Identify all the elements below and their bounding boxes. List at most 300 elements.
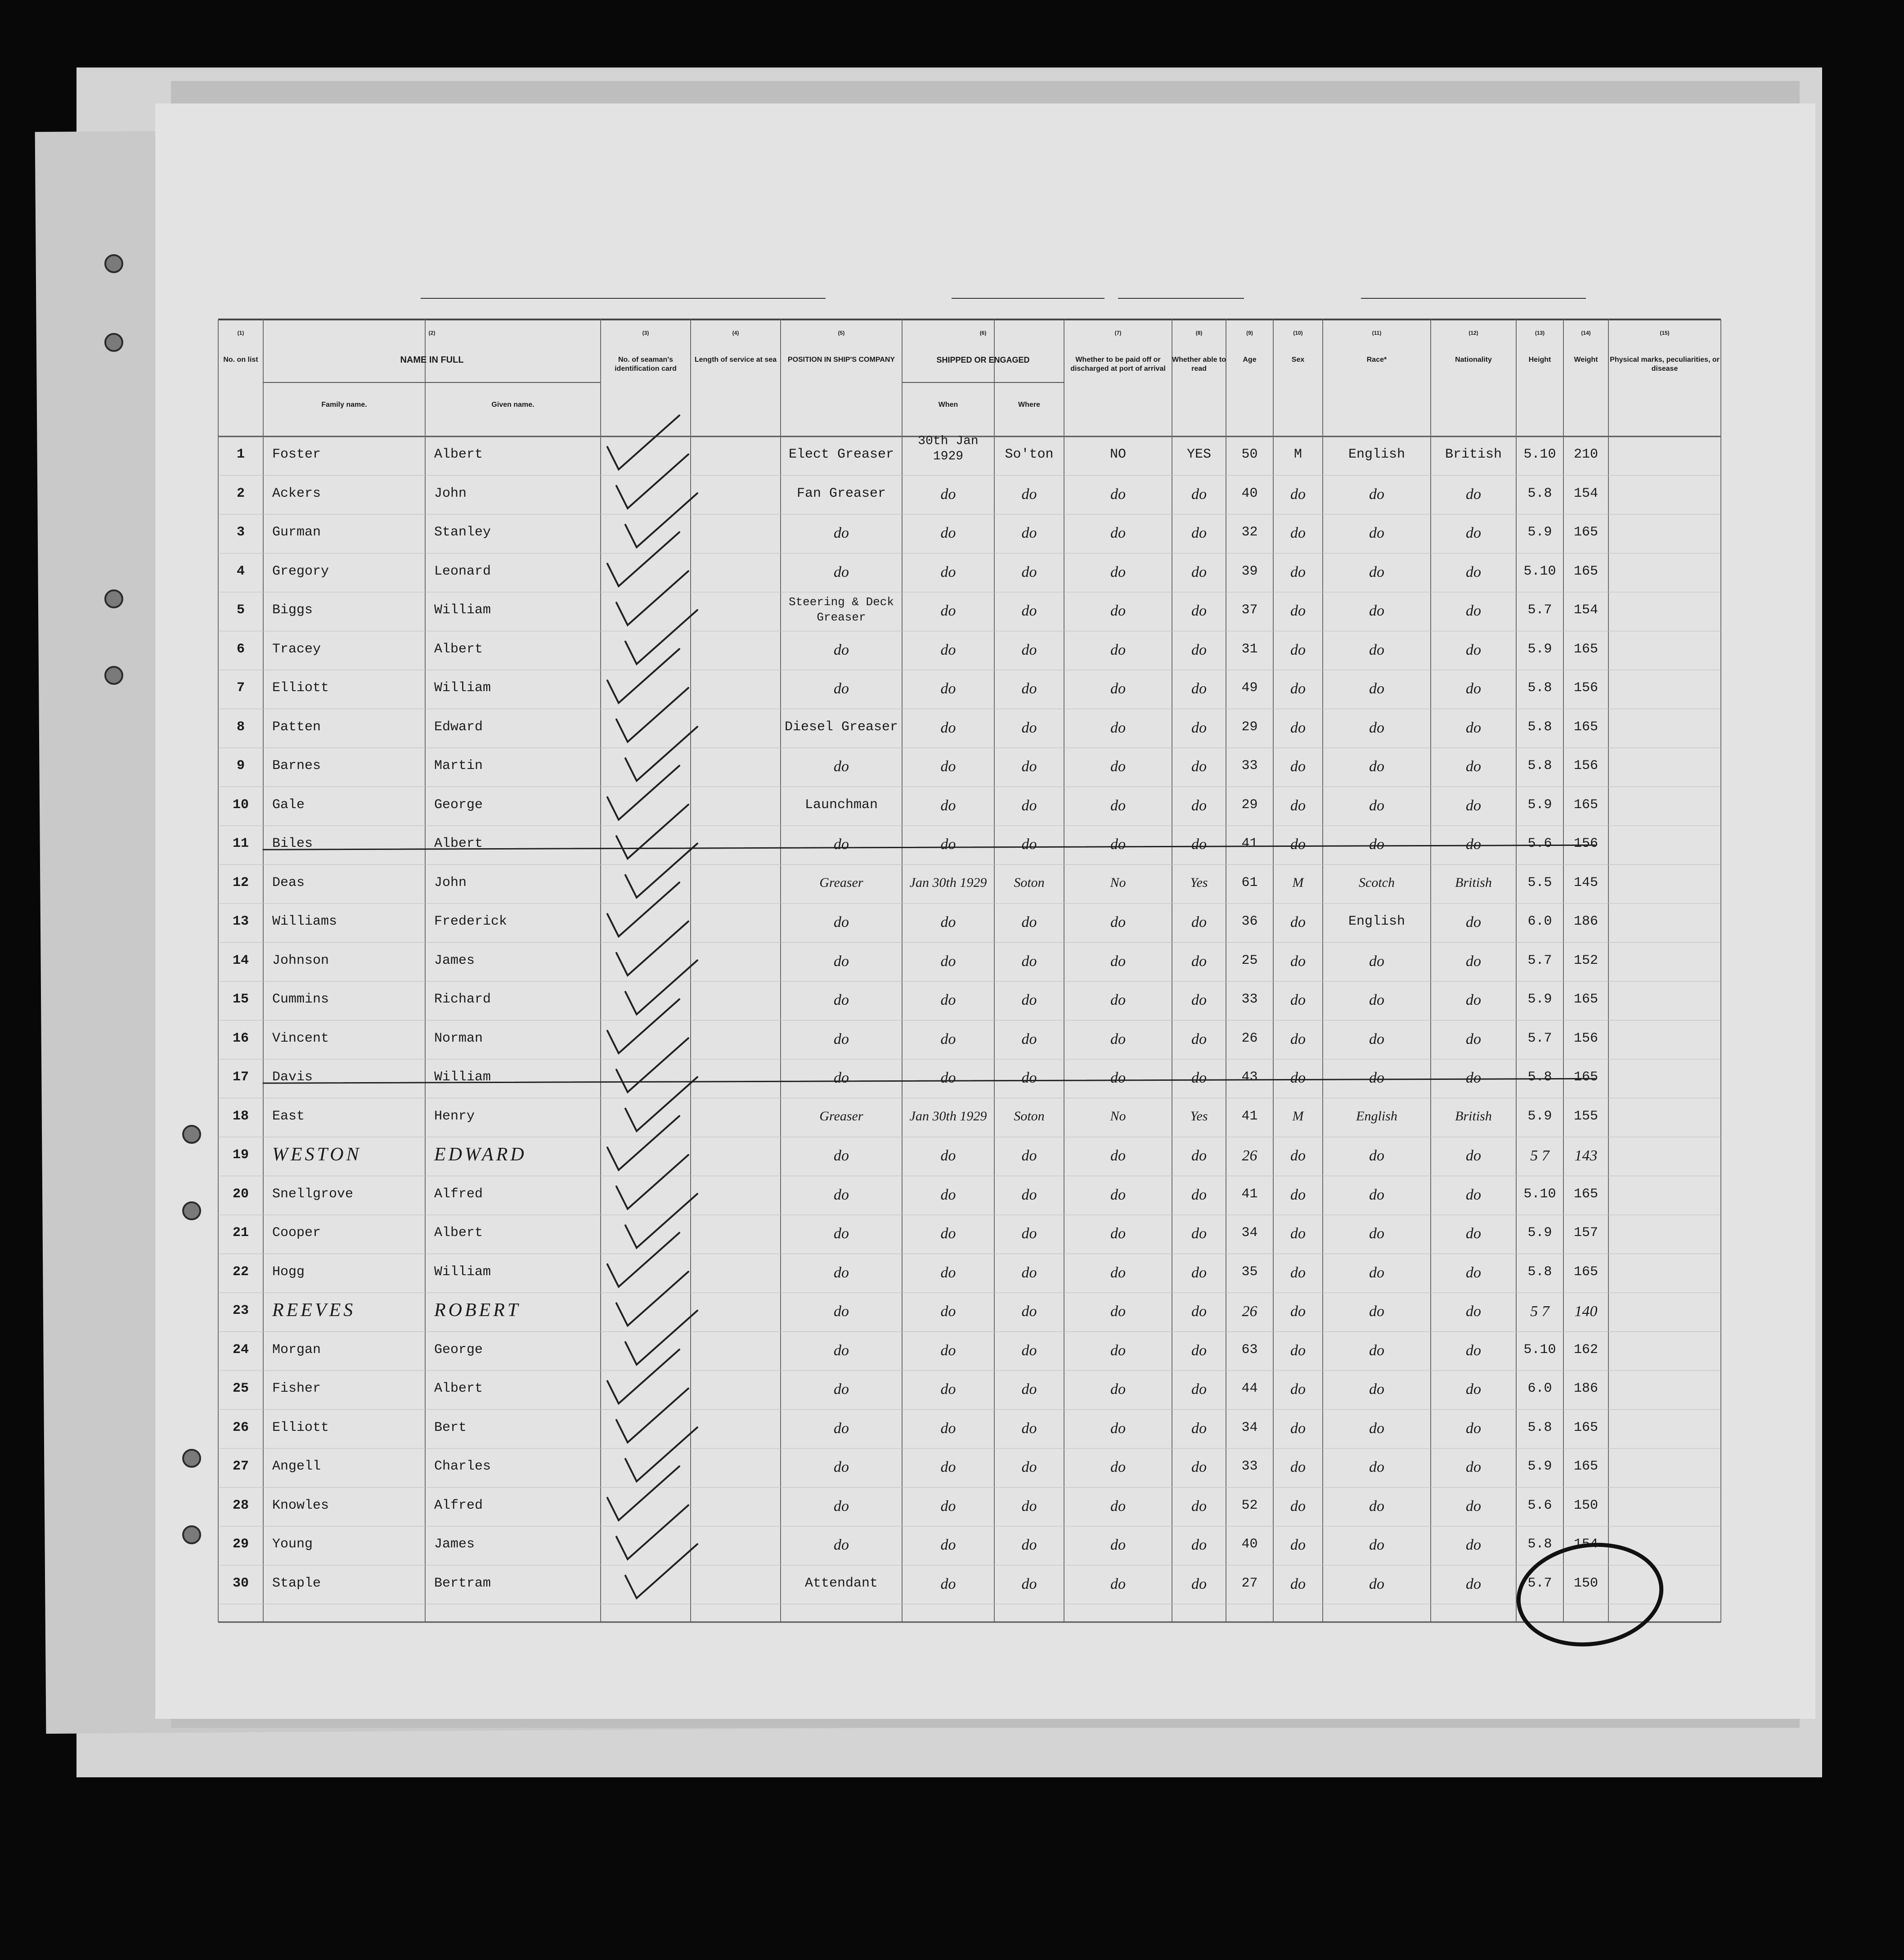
cell-given: William xyxy=(434,1070,491,1085)
cell-age: 29 xyxy=(1241,797,1258,813)
cell-race: do xyxy=(1369,1147,1384,1164)
cell-paid: do xyxy=(1110,1497,1126,1515)
cell-paid: do xyxy=(1110,992,1126,1009)
cell-age: 40 xyxy=(1241,1537,1258,1552)
cell-read: do xyxy=(1191,1186,1207,1203)
cell-when: do xyxy=(940,1575,956,1592)
cell-nat: do xyxy=(1466,602,1481,620)
cell-no: 7 xyxy=(236,680,245,696)
cell-where: do xyxy=(1021,914,1037,931)
cell-age: 36 xyxy=(1241,914,1258,930)
cell-family: Snellgrove xyxy=(272,1186,354,1202)
cell-height: 5.7 xyxy=(1527,602,1552,618)
cell-family: East xyxy=(272,1108,305,1124)
cell-weight: 186 xyxy=(1573,1381,1598,1397)
cell-where: do xyxy=(1021,836,1037,853)
cell-race: do xyxy=(1369,953,1384,970)
cell-age: 34 xyxy=(1241,1420,1258,1435)
cell-when: do xyxy=(940,1070,956,1087)
cell-family: Elliott xyxy=(272,1420,329,1435)
cell-given: George xyxy=(434,1342,483,1358)
cell-nat: do xyxy=(1466,1264,1481,1281)
cell-race: do xyxy=(1369,680,1384,697)
cell-family: Vincent xyxy=(272,1030,329,1046)
cell-where: do xyxy=(1021,1420,1037,1437)
cell-sex: do xyxy=(1290,1225,1306,1242)
cell-nat: British xyxy=(1455,1108,1492,1124)
cell-read: do xyxy=(1191,641,1207,658)
cell-family: REEVES xyxy=(272,1300,356,1321)
col-header-shipped-number: (6) xyxy=(979,330,987,336)
col-header-position-number: (5) xyxy=(838,330,845,336)
cell-height: 5.7 xyxy=(1527,953,1552,968)
cell-height: 5.8 xyxy=(1527,1537,1552,1552)
cell-when: do xyxy=(940,1186,956,1203)
cell-position: do xyxy=(834,1186,849,1203)
cell-sex: do xyxy=(1290,1575,1306,1592)
cell-sex: do xyxy=(1290,719,1306,736)
cell-given: Albert xyxy=(434,1225,483,1241)
cell-nat: do xyxy=(1466,1381,1481,1398)
cell-nat: do xyxy=(1466,719,1481,736)
cell-given: Albert xyxy=(434,447,483,463)
cell-position: do xyxy=(834,1147,849,1164)
cell-race: do xyxy=(1369,1030,1384,1047)
cell-given: Edward xyxy=(434,719,483,735)
cell-where: do xyxy=(1021,563,1037,580)
cell-age: 40 xyxy=(1241,486,1258,501)
cell-read: do xyxy=(1191,1575,1207,1592)
cell-weight: 156 xyxy=(1573,758,1598,774)
cell-sex: M xyxy=(1293,447,1302,463)
cell-given: James xyxy=(434,953,475,968)
cell-family: Cooper xyxy=(272,1225,321,1241)
cell-no: 15 xyxy=(232,992,249,1007)
cell-race: do xyxy=(1369,1459,1384,1476)
cell-sex: do xyxy=(1290,1537,1306,1554)
cell-read: do xyxy=(1191,1342,1207,1359)
cell-height: 5 7 xyxy=(1530,1303,1549,1320)
cell-sex: do xyxy=(1290,1030,1306,1047)
cell-family: Knowles xyxy=(272,1497,329,1513)
cell-nat: do xyxy=(1466,758,1481,775)
cell-when: do xyxy=(940,486,956,503)
cell-where: do xyxy=(1021,1381,1037,1398)
cell-paid: do xyxy=(1110,836,1126,853)
cell-paid: No xyxy=(1110,1108,1126,1124)
cell-position: Launchman xyxy=(804,797,878,813)
cell-race: do xyxy=(1369,641,1384,658)
cell-height: 5.8 xyxy=(1527,1264,1552,1280)
cell-age: 52 xyxy=(1241,1497,1258,1513)
cell-paid: No xyxy=(1110,875,1126,890)
cell-read: YES xyxy=(1186,447,1211,463)
cell-where: do xyxy=(1021,525,1037,542)
cell-family: Patten xyxy=(272,719,321,735)
cell-age: 61 xyxy=(1241,875,1258,890)
cell-race: do xyxy=(1369,836,1384,853)
cell-when: do xyxy=(940,1030,956,1047)
cell-position: Steering & Deck Greaser xyxy=(788,595,894,624)
col-header-paid-off-number: (7) xyxy=(1114,330,1122,336)
cell-height: 5.9 xyxy=(1527,641,1552,657)
cell-weight: 157 xyxy=(1573,1225,1598,1241)
cell-paid: do xyxy=(1110,1537,1126,1554)
cell-sex: do xyxy=(1290,525,1306,542)
cell-height: 5.8 xyxy=(1527,486,1552,501)
punch-hole xyxy=(182,1449,201,1468)
cell-race: do xyxy=(1369,486,1384,503)
cell-family: Elliott xyxy=(272,680,329,696)
cell-given: Martin xyxy=(434,758,483,774)
cell-where: do xyxy=(1021,1186,1037,1203)
cell-height: 5.7 xyxy=(1527,1575,1552,1591)
cell-height: 6.0 xyxy=(1527,1381,1552,1397)
cell-given: Albert xyxy=(434,641,483,657)
cell-height: 5 7 xyxy=(1530,1147,1549,1164)
cell-no: 9 xyxy=(236,758,245,774)
cell-position: do xyxy=(834,758,849,775)
col-header-physical-marks-number: (15) xyxy=(1660,330,1670,336)
cell-race: do xyxy=(1369,797,1384,814)
cell-position: do xyxy=(834,563,849,580)
cell-height: 5.9 xyxy=(1527,525,1552,540)
cell-paid: do xyxy=(1110,1420,1126,1437)
cell-race: do xyxy=(1369,1420,1384,1437)
cell-paid: do xyxy=(1110,1575,1126,1592)
cell-when: do xyxy=(940,1264,956,1281)
cell-when: do xyxy=(940,836,956,853)
cell-no: 18 xyxy=(232,1108,249,1124)
cell-paid: NO xyxy=(1109,447,1126,463)
cell-height: 6.0 xyxy=(1527,914,1552,930)
cell-position: Diesel Greaser xyxy=(784,719,898,735)
cell-race: do xyxy=(1369,758,1384,775)
punch-hole xyxy=(182,1201,201,1220)
cell-weight: 165 xyxy=(1573,992,1598,1007)
cell-where: do xyxy=(1021,719,1037,736)
punch-hole xyxy=(104,254,123,273)
cell-weight: 165 xyxy=(1573,1186,1598,1202)
punch-hole xyxy=(104,589,123,608)
cell-family: Biggs xyxy=(272,602,313,618)
cell-height: 5.8 xyxy=(1527,758,1552,774)
cell-paid: do xyxy=(1110,719,1126,736)
cell-weight: 165 xyxy=(1573,719,1598,735)
cell-height: 5.10 xyxy=(1523,1186,1556,1202)
cell-nat: do xyxy=(1466,992,1481,1009)
col-header-length-label: Length of service at sea xyxy=(694,356,777,364)
cell-height: 5.8 xyxy=(1527,1420,1552,1435)
cell-height: 5.9 xyxy=(1527,797,1552,813)
cell-height: 5.6 xyxy=(1527,1497,1552,1513)
cell-where: Soton xyxy=(1014,875,1045,890)
cell-race: Scotch xyxy=(1359,875,1395,890)
cell-nat: do xyxy=(1466,914,1481,931)
cell-no: 30 xyxy=(232,1575,249,1591)
cell-read: do xyxy=(1191,486,1207,503)
punch-hole xyxy=(104,666,123,685)
cell-family: Gurman xyxy=(272,525,321,540)
cell-paid: do xyxy=(1110,1225,1126,1242)
cell-family: Ackers xyxy=(272,486,321,501)
cell-position: Attendant xyxy=(804,1575,878,1591)
cell-race: English xyxy=(1348,447,1406,463)
cell-weight: 154 xyxy=(1573,602,1598,618)
cell-sex: do xyxy=(1290,1264,1306,1281)
cell-race: do xyxy=(1369,992,1384,1009)
cell-given: Bertram xyxy=(434,1575,491,1591)
manifest-page xyxy=(155,103,1815,1719)
cell-weight: 140 xyxy=(1574,1303,1598,1320)
cell-sex: do xyxy=(1290,1147,1306,1164)
cell-weight: 162 xyxy=(1573,1342,1598,1358)
cell-where: do xyxy=(1021,1497,1037,1515)
col-header-sex-number: (10) xyxy=(1293,330,1303,336)
cell-no: 19 xyxy=(232,1147,249,1163)
cell-no: 3 xyxy=(236,525,245,540)
cell-paid: do xyxy=(1110,1030,1126,1047)
cell-read: do xyxy=(1191,1497,1207,1515)
col-header-length-number: (4) xyxy=(732,330,739,336)
col-header-race-number: (11) xyxy=(1372,330,1382,336)
cell-given: Alfred xyxy=(434,1186,483,1202)
cell-nat: do xyxy=(1466,525,1481,542)
cell-position: do xyxy=(834,1459,849,1476)
col-header-shipped: SHIPPED OR ENGAGED xyxy=(936,355,1030,364)
cell-weight: 165 xyxy=(1573,1459,1598,1474)
cell-given: Stanley xyxy=(434,525,491,540)
cell-nat: do xyxy=(1466,486,1481,503)
cell-when: do xyxy=(940,1537,956,1554)
cell-read: do xyxy=(1191,1264,1207,1281)
cell-sex: do xyxy=(1290,953,1306,970)
cell-when: do xyxy=(940,1381,956,1398)
cell-height: 5.9 xyxy=(1527,1108,1552,1124)
cell-sex: M xyxy=(1292,1108,1304,1124)
cell-read: do xyxy=(1191,1381,1207,1398)
cell-where: do xyxy=(1021,1070,1037,1087)
cell-no: 1 xyxy=(236,447,245,463)
cell-where: do xyxy=(1021,486,1037,503)
cell-sex: do xyxy=(1290,992,1306,1009)
cell-when: do xyxy=(940,680,956,697)
cell-no: 28 xyxy=(232,1497,249,1513)
cell-race: do xyxy=(1369,1186,1384,1203)
cell-race: do xyxy=(1369,563,1384,580)
cell-nat: do xyxy=(1466,1186,1481,1203)
cell-nat: do xyxy=(1466,1497,1481,1515)
cell-where: do xyxy=(1021,1575,1037,1592)
cell-age: 31 xyxy=(1241,641,1258,657)
cell-read: do xyxy=(1191,563,1207,580)
cell-given: EDWARD xyxy=(434,1144,527,1165)
cell-paid: do xyxy=(1110,797,1126,814)
cell-no: 4 xyxy=(236,563,245,579)
cell-where: do xyxy=(1021,1147,1037,1164)
cell-nat: do xyxy=(1466,836,1481,853)
cell-position: do xyxy=(834,1070,849,1087)
cell-age: 33 xyxy=(1241,992,1258,1007)
cell-weight: 156 xyxy=(1573,680,1598,696)
col-header-height-label: Height xyxy=(1528,356,1551,364)
cell-read: do xyxy=(1191,914,1207,931)
cell-paid: do xyxy=(1110,1147,1126,1164)
cell-no: 12 xyxy=(232,875,249,890)
cell-paid: do xyxy=(1110,1342,1126,1359)
cell-sex: do xyxy=(1290,1186,1306,1203)
cell-weight: 154 xyxy=(1573,1537,1598,1552)
cell-nat: do xyxy=(1466,1575,1481,1592)
cell-sex: do xyxy=(1290,797,1306,814)
cell-sex: do xyxy=(1290,680,1306,697)
cell-paid: do xyxy=(1110,1303,1126,1320)
cell-no: 20 xyxy=(232,1186,249,1202)
cell-read: Yes xyxy=(1190,1108,1208,1124)
cell-age: 41 xyxy=(1241,836,1258,852)
cell-when: do xyxy=(940,563,956,580)
cell-read: do xyxy=(1191,953,1207,970)
cell-given: Bert xyxy=(434,1420,467,1435)
cell-where: do xyxy=(1021,641,1037,658)
cell-no: 22 xyxy=(232,1264,249,1280)
cell-position: Fan Greaser xyxy=(796,486,886,501)
cell-age: 29 xyxy=(1241,719,1258,735)
cell-race: do xyxy=(1369,1575,1384,1592)
col-header-nationality-number: (12) xyxy=(1468,330,1478,336)
cell-weight: 165 xyxy=(1573,641,1598,657)
cell-height: 5.10 xyxy=(1523,447,1556,463)
col-header-age-number: (9) xyxy=(1246,330,1253,336)
cell-nat: do xyxy=(1466,953,1481,970)
col-header-given: Given name. xyxy=(491,401,534,409)
col-header-position-label: POSITION IN SHIP'S COMPANY xyxy=(787,356,895,364)
cell-race: English xyxy=(1356,1108,1397,1124)
cell-family: Gale xyxy=(272,797,305,813)
cell-family: Staple xyxy=(272,1575,321,1591)
cell-age: 41 xyxy=(1241,1186,1258,1202)
cell-read: do xyxy=(1191,1420,1207,1437)
punch-hole xyxy=(182,1125,201,1144)
cell-race: do xyxy=(1369,1070,1384,1087)
cell-nat: do xyxy=(1466,680,1481,697)
cell-given: William xyxy=(434,680,491,696)
cell-weight: 165 xyxy=(1573,797,1598,813)
cell-race: do xyxy=(1369,1381,1384,1398)
cell-given: William xyxy=(434,602,491,618)
cell-age: 63 xyxy=(1241,1342,1258,1358)
cell-no: 5 xyxy=(236,602,245,618)
cell-paid: do xyxy=(1110,953,1126,970)
cell-no: 14 xyxy=(232,953,249,968)
cell-when: do xyxy=(940,992,956,1009)
cell-sex: do xyxy=(1290,1381,1306,1398)
cell-position: do xyxy=(834,1030,849,1047)
cell-height: 5.10 xyxy=(1523,1342,1556,1358)
cell-age: 26 xyxy=(1241,1030,1258,1046)
cell-age: 26 xyxy=(1242,1303,1257,1320)
cell-when: do xyxy=(940,1225,956,1242)
cell-race: do xyxy=(1369,1225,1384,1242)
cell-age: 41 xyxy=(1241,1108,1258,1124)
cell-position: Greaser xyxy=(819,875,863,890)
cell-given: Norman xyxy=(434,1030,483,1046)
cell-height: 5.8 xyxy=(1527,680,1552,696)
cell-no: 26 xyxy=(232,1420,249,1435)
cell-sex: do xyxy=(1290,641,1306,658)
cell-sex: do xyxy=(1290,1342,1306,1359)
cell-family: Barnes xyxy=(272,758,321,774)
cell-nat: do xyxy=(1466,1303,1481,1320)
cell-height: 5.10 xyxy=(1523,563,1556,579)
cell-family: Fisher xyxy=(272,1381,321,1397)
col-header-id-card-label: No. of seaman's identification card xyxy=(615,356,677,373)
cell-position: do xyxy=(834,1264,849,1281)
cell-position: do xyxy=(834,836,849,853)
cell-where: do xyxy=(1021,1537,1037,1554)
cell-read: do xyxy=(1191,1459,1207,1476)
cell-family: Gregory xyxy=(272,563,329,579)
cell-sex: do xyxy=(1290,563,1306,580)
cell-nat: do xyxy=(1466,563,1481,580)
cell-sex: do xyxy=(1290,602,1306,620)
cell-read: do xyxy=(1191,525,1207,542)
cell-when: do xyxy=(940,1420,956,1437)
cell-when: do xyxy=(940,1342,956,1359)
cell-when: do xyxy=(940,525,956,542)
cell-weight: 165 xyxy=(1573,525,1598,540)
cell-height: 5.8 xyxy=(1527,1070,1552,1085)
cell-when: do xyxy=(940,1497,956,1515)
cell-where: do xyxy=(1021,1303,1037,1320)
cell-nat: do xyxy=(1466,1420,1481,1437)
cell-nat: do xyxy=(1466,1342,1481,1359)
cell-position: do xyxy=(834,1225,849,1242)
col-header-name: NAME IN FULL xyxy=(400,355,464,365)
cell-when: do xyxy=(940,1147,956,1164)
cell-weight: 152 xyxy=(1573,953,1598,968)
cell-family: Young xyxy=(272,1537,313,1552)
cell-read: do xyxy=(1191,836,1207,853)
cell-no: 25 xyxy=(232,1381,249,1397)
cell-paid: do xyxy=(1110,641,1126,658)
cell-given: Albert xyxy=(434,836,483,852)
cell-where: do xyxy=(1021,680,1037,697)
cell-position: Greaser xyxy=(819,1108,863,1124)
cell-position: do xyxy=(834,992,849,1009)
cell-position: do xyxy=(834,680,849,697)
cell-weight: 154 xyxy=(1573,486,1598,501)
cell-no: 29 xyxy=(232,1537,249,1552)
cell-age: 37 xyxy=(1241,602,1258,618)
cell-read: do xyxy=(1191,1070,1207,1087)
cell-where: do xyxy=(1021,1030,1037,1047)
cell-given: John xyxy=(434,875,467,890)
cell-given: Albert xyxy=(434,1381,483,1397)
cell-read: do xyxy=(1191,1303,1207,1320)
cell-weight: 150 xyxy=(1573,1497,1598,1513)
cell-paid: do xyxy=(1110,680,1126,697)
cell-given: John xyxy=(434,486,467,501)
cell-position: do xyxy=(834,641,849,658)
col-header-where: Where xyxy=(1018,401,1040,409)
cell-paid: do xyxy=(1110,914,1126,931)
cell-nat: British xyxy=(1445,447,1502,463)
cell-paid: do xyxy=(1110,602,1126,620)
cell-age: 43 xyxy=(1241,1070,1258,1085)
cell-where: So'ton xyxy=(1005,447,1054,463)
cell-where: do xyxy=(1021,602,1037,620)
